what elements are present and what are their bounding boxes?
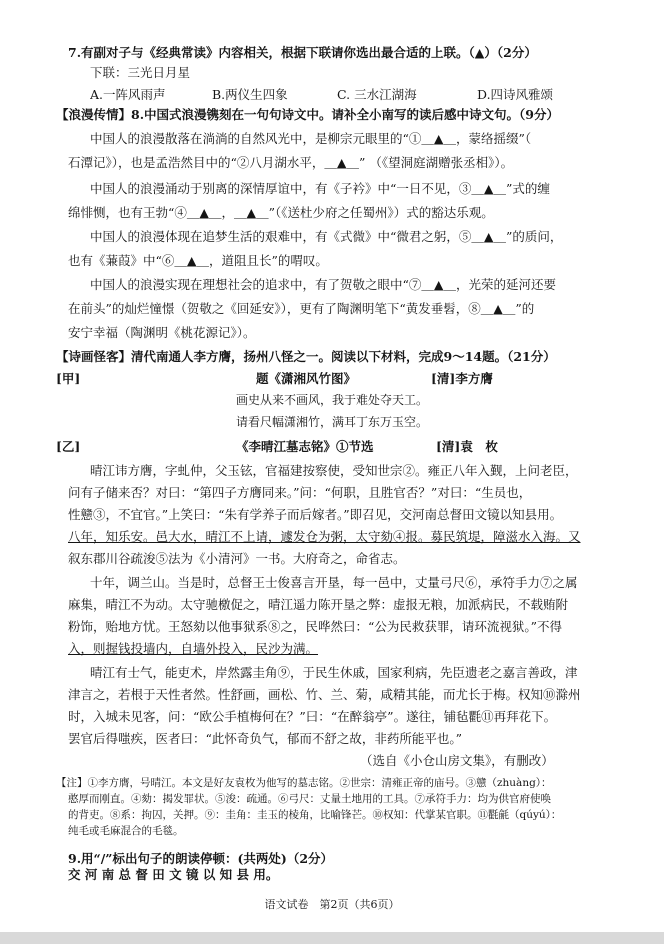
q8-line: 石潭记》），也是孟浩然目中的“②八月湖水平，＿▲＿” （《望洞庭湖赠张丞相》）。 bbox=[68, 155, 514, 170]
annotation-line: 纯毛或毛麻混合的毛毯。 bbox=[68, 825, 184, 837]
page-footer: 语文试卷 第2页（共6页） bbox=[264, 898, 400, 911]
yi-author: [清]袁 枚 bbox=[436, 439, 498, 454]
annotation-line: 憨厚而刚直。④劾：揭发罪状。⑤浚：疏通。⑥弓尺：丈量土地用的工具。⑦承符手力：均为供官府使唤 bbox=[68, 793, 551, 805]
yi-text-line: 津言之，若根于天性者然。性舒画，画松、竹、兰、菊，咸精其能，而尤长于梅。权知⑩滁州 bbox=[68, 687, 581, 702]
yi-text-line: 罢官后得嗤疾，医者曰：“此怀奇负气，郁而不舒之故，非药所能平也。” bbox=[68, 731, 463, 746]
q7-option-b: B.两仪生四象 bbox=[212, 87, 288, 102]
jia-poem-line: 画史从来不画风，我于难处夺天工。 bbox=[235, 393, 428, 407]
q8-line: 在前头”的灿烂憧憬（贺敬之《回延安》），更有了陶渊明笔下“黄发垂髫，⑧＿▲＿”的 bbox=[68, 301, 535, 316]
yi-text-line: 粉饰，贻地方忧。王怒劾以他事狱系⑧之，民哗然曰：“公为民救获罪，请环流视狱。”不得 bbox=[68, 619, 563, 634]
q8-title: 【浪漫传情】8.中国式浪漫镌刻在一句句诗文中。请补全小南写的读后感中诗文句。（9分） bbox=[56, 107, 559, 122]
q7-option-a: A.一阵风雨声 bbox=[90, 87, 166, 102]
yi-text-line: 麻集，晴江不为动。太守驰檄促之，晴江遥力陈开垦之弊：虚报无粮，加派病民，不载贿附 bbox=[68, 597, 569, 612]
yi-text-line: 八年，知乐安。邑大水，晴江不上请，遽发仓为粥，太守劾④报。募民筑堤，障滋水入海。又 bbox=[68, 529, 581, 544]
yi-text-line: 晴江讳方膺，字虬仲，父玉铉，官福建按察使，受知世宗②。雍正八年入觐，上问老臣， bbox=[90, 463, 578, 478]
yi-text-line: 入，则握钱投墙内，自墙外投入，民沙为满。 bbox=[68, 641, 319, 656]
q8-line: 中国人的浪漫实现在理想社会的追求中，有了贺敬之眼中“⑦＿▲＿，光荣的延河还要 bbox=[90, 277, 557, 292]
q7-second-line: 下联：三光日月星 bbox=[90, 65, 191, 80]
q7-option-d: D.四诗风雅颂 bbox=[477, 87, 554, 102]
q8-line: 也有《蒹葭》中“⑥＿▲＿，道阻且长”的喟叹。 bbox=[68, 253, 328, 268]
yi-title: 《李晴江墓志铭》①节选 bbox=[236, 439, 374, 454]
q7-option-c: C. 三水江湖海 bbox=[337, 87, 417, 102]
q7-stem: 7.有副对子与《经典常读》内容相关，根据下联请你选出最合适的上联。（▲）（2分） bbox=[68, 45, 537, 60]
q9-sentence: 交 河 南 总 督 田 文 镜 以 知 县 用。 bbox=[68, 867, 279, 882]
q8-line: 中国人的浪漫体现在追梦生活的艰难中，有《式微》中“微君之躬，⑤＿▲＿”的质问， bbox=[90, 229, 563, 244]
yi-text-line: 性戆③，不宜官。”上笑曰：“朱有学养子而后嫁者。”即召见，交河南总督田文镜以知县用。 bbox=[68, 507, 563, 522]
bottom-scroll-bar bbox=[0, 932, 664, 944]
jia-poem-line: 请看尺幅潇湘竹，满耳丁东万玉空。 bbox=[235, 415, 428, 429]
yi-text-line: 十年，调兰山。当是时，总督王士俊喜言开垦，每一邑中，丈量弓尺⑥，承符手力⑦之属 bbox=[90, 575, 578, 590]
yi-header bbox=[56, 438, 624, 455]
annotation-line: 的背吏。⑧系：拘囚，关押。⑨：圭角：圭玉的棱角，比喻锋芒。⑩权知：代掌某官职。⑪氍毹（qúyú）： bbox=[68, 809, 562, 821]
poetry-section-title: 【诗画怪客】清代南通人李方膺，扬州八怪之一。阅读以下材料，完成9～14题。（21分） bbox=[56, 349, 556, 364]
q8-line: 安宁幸福（陶渊明《桃花源记》）。 bbox=[68, 325, 256, 340]
yi-text-line: 晴江有士气，能吏术，岸然露圭角⑨，于民生休戚，国家利病，先臣遗老之嘉言善政，津 bbox=[90, 665, 578, 680]
yi-label: [乙] bbox=[56, 439, 81, 454]
yi-text-line: 时，入城未见客，问：“欧公手植梅何在？”曰：“在醉翁亭”。遂往，铺毡氍⑪再拜花下。 bbox=[68, 709, 557, 724]
yi-source: （选自《小仓山房文集》，有删改） bbox=[360, 753, 554, 768]
jia-label: [甲] bbox=[56, 371, 81, 386]
yi-text-line: 叙东郡川谷疏浚⑤法为《小清河》一书。大府奇之，命省志。 bbox=[68, 551, 406, 566]
yi-text-line: 问有子储来否？对曰：“第四子方膺同来。”问：“何职，且胜官否？”对曰：“生员也， bbox=[68, 485, 532, 500]
q7-options bbox=[90, 86, 624, 103]
q8-line: 绵悱恻，也有王勃“④＿▲＿，＿▲＿”（《送杜少府之任蜀州》）式的豁达乐观。 bbox=[68, 205, 494, 220]
jia-title: 题《潇湘风竹图》 bbox=[256, 371, 357, 386]
q8-line: 中国人的浪漫散落在淌淌的自然风光中，是柳宗元眼里的“①＿▲＿，蒙络摇缀”（ bbox=[90, 131, 532, 146]
q8-line: 中国人的浪漫涌动于别离的深情厚谊中，有《子衿》中“一日不见，③＿▲＿”式的缠 bbox=[90, 181, 550, 196]
annotation-line: 【注】①李方膺，号晴江。本文是好友袁枚为他写的墓志铭。②世宗：清雍正帝的庙号。③戆（zhuàng）： bbox=[56, 777, 552, 789]
jia-author: [清]李方膺 bbox=[431, 371, 493, 386]
jia-header bbox=[56, 370, 624, 387]
q9-stem: 9.用“/”标出句子的朗读停顿：(共两处)（2分） bbox=[68, 851, 334, 866]
